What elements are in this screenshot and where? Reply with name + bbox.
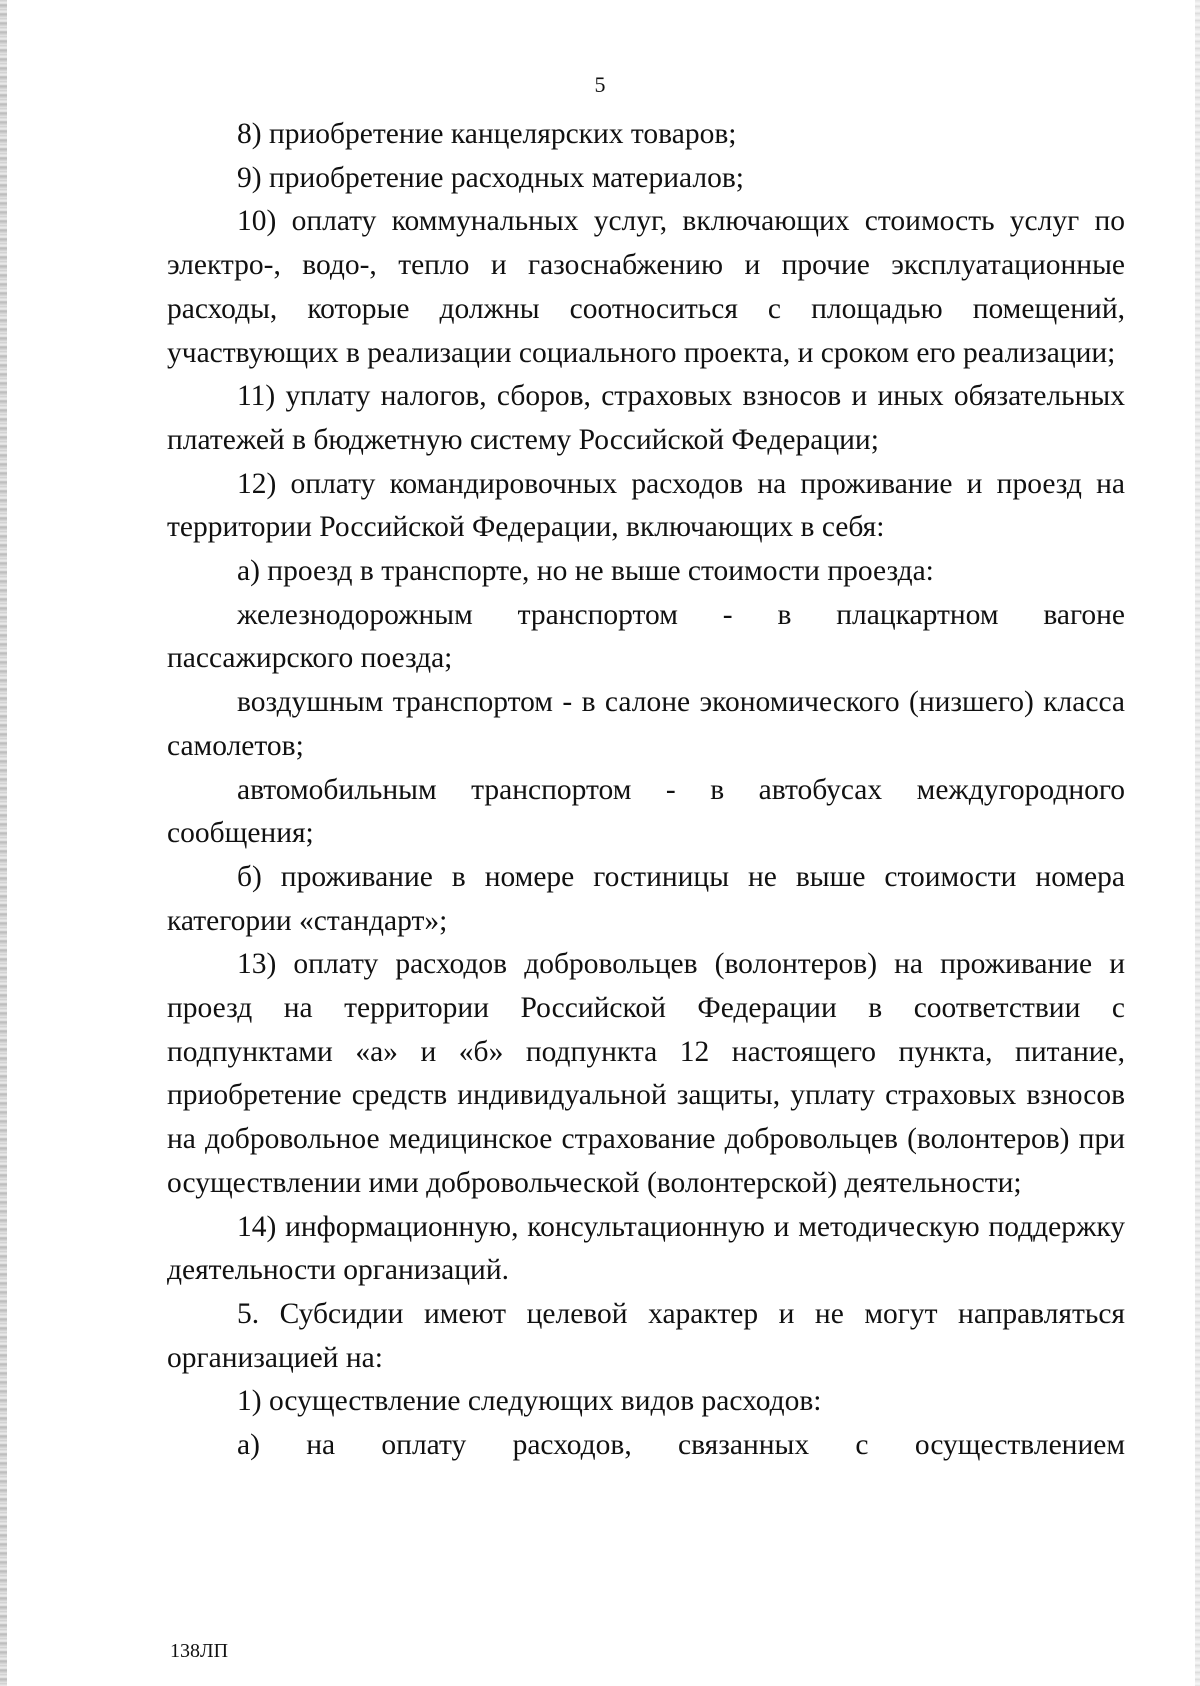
scan-edge-left: [0, 0, 7, 1686]
paragraph-section-5-item-1: 1) осуществление следующих видов расходов:: [237, 1385, 822, 1418]
paragraph-item-14: 14) информационную, консультационную и методическую поддержку деятельности организаций.: [167, 1210, 1125, 1287]
paragraph-subitem-a: а) проезд в транспорте, но не выше стоимости проезда:: [237, 555, 934, 588]
paragraph-section-5: 5. Субсидии имеют целевой характер и не могут направляться организацией на:: [167, 1297, 1125, 1374]
paragraph-item-9: 9) приобретение расходных материалов;: [237, 161, 744, 194]
paragraph-rail-transport: железнодорожным транспортом - в плацкартном вагоне пассажирского поезда;: [167, 598, 1125, 675]
page-number: 5: [594, 72, 606, 97]
scan-edge-right: [1195, 0, 1200, 1686]
paragraph-item-10: 10) оплату коммунальных услуг, включающих стоимость услуг по электро-, водо-, тепло и газоснабжению и прочие эксплуатационные расходы, которые должны соотноситься с площадью помещений, участвующих в реализации социального проекта, и сроком его реализации;: [167, 205, 1125, 369]
paragraph-subitem-b: б) проживание в номере гостиницы не выше стоимости номера категории «стандарт»;: [167, 860, 1125, 937]
paragraph-road-transport: автомобильным транспортом - в автобусах междугородного сообщения;: [167, 773, 1125, 850]
paragraph-air-transport: воздушным транспортом - в салоне экономического (низшего) класса самолетов;: [167, 686, 1125, 762]
paragraph-item-12: 12) оплату командировочных расходов на проживание и проезд на территории Российской Федерации, включающих в себя:: [167, 467, 1125, 544]
paragraph-item-13: 13) оплату расходов добровольцев (волонтеров) на проживание и проезд на территории Российской Федерации в соответствии с подпунктами «а» и «б» подпункта 12 настоящего пункта, питание, приобретение средств индивидуальной защиты, уплату страховых взносов на добровольное медицинское страхование добровольцев (волонтеров) при осуществлении ими добровольческой (волонтерской) деятельности;: [167, 948, 1125, 1199]
document-body: [167, 113, 1125, 1468]
paragraph-item-8: 8) приобретение канцелярских товаров;: [237, 118, 737, 150]
paragraph-section-5-subitem-a: а) на оплату расходов, связанных с осуществлением: [237, 1429, 1125, 1462]
paragraph-item-11: 11) уплату налогов, сборов, страховых взносов и иных обязательных платежей в бюджетную систему Российской Федерации;: [167, 380, 1125, 456]
footer-document-code: 138ЛП: [170, 1640, 229, 1662]
